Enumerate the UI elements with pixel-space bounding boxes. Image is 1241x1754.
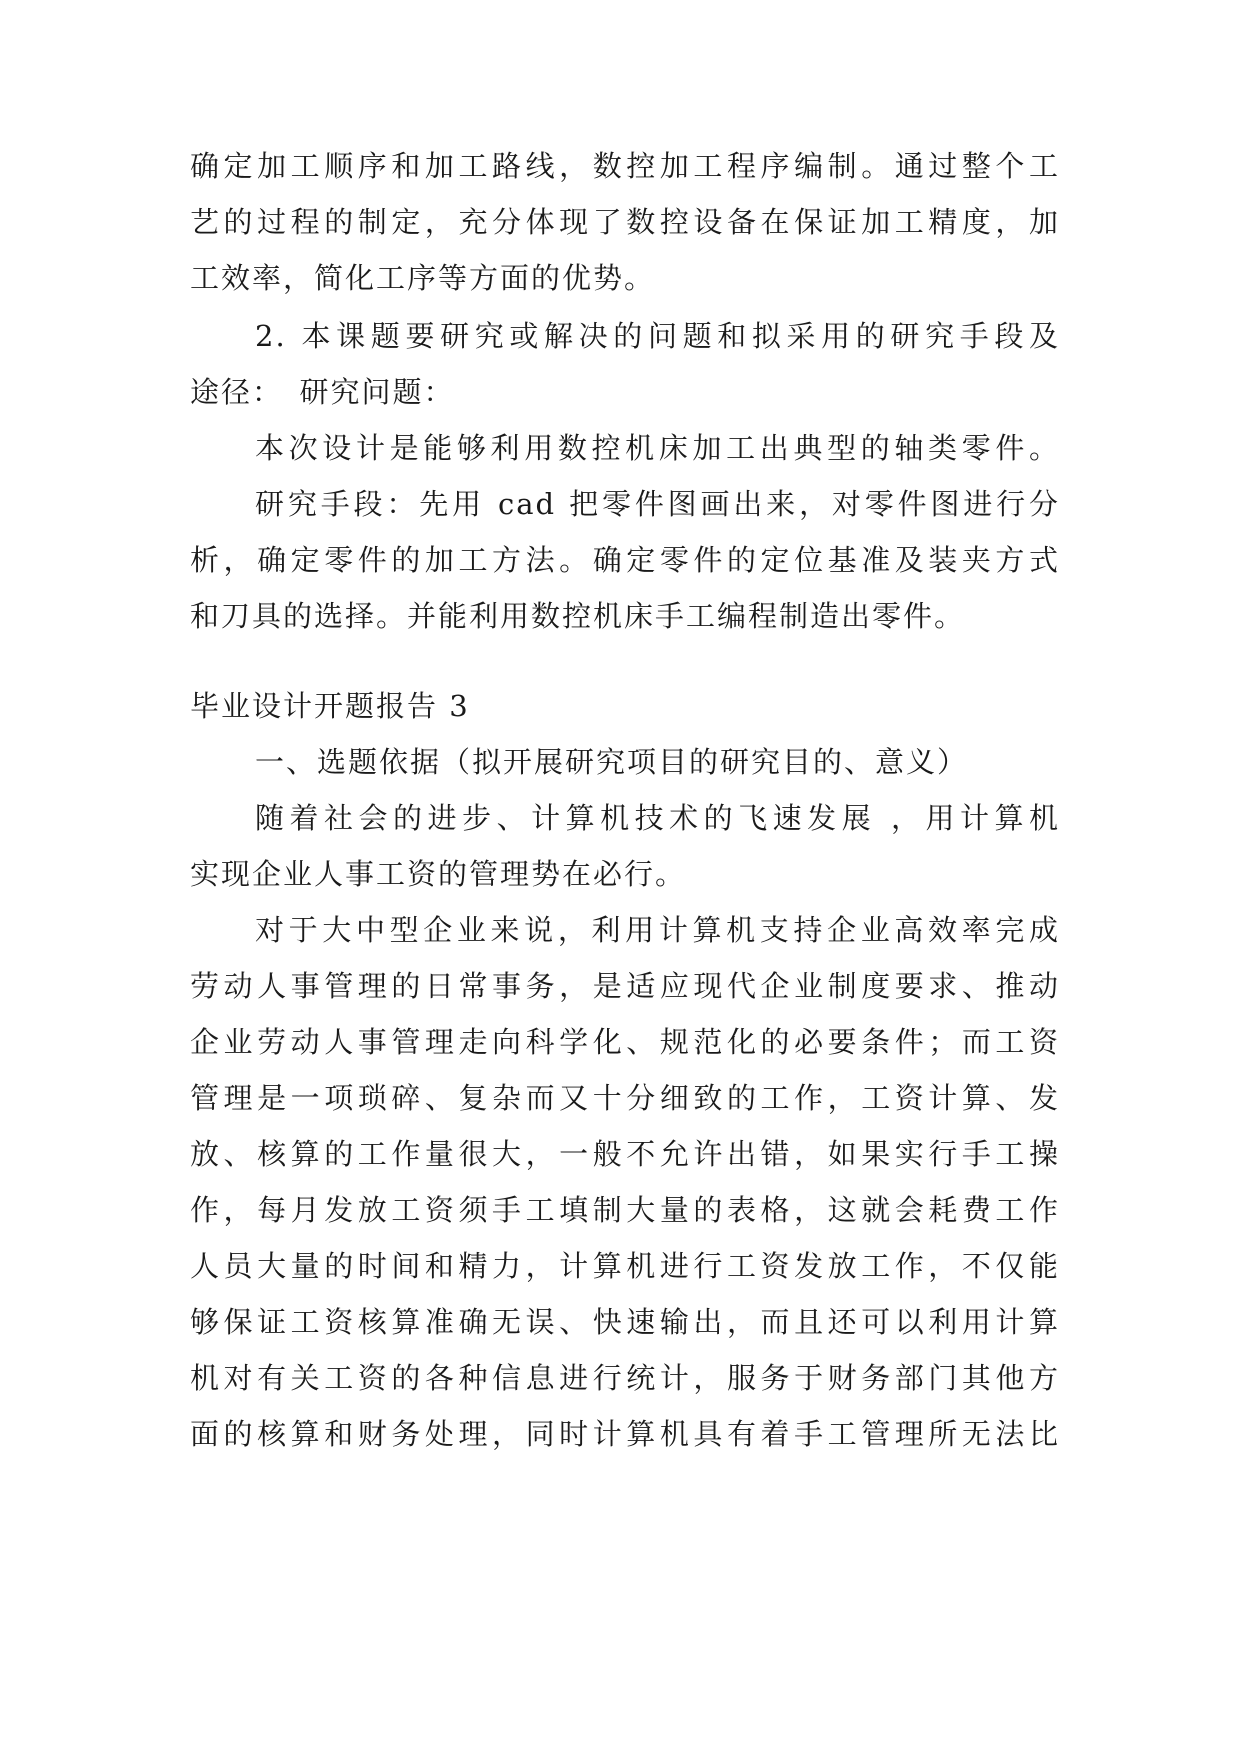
text-line: 管理是一项琐碎、复杂而又十分细致的工作，工资计算、发 xyxy=(190,1081,1060,1115)
text-line: 和刀具的选择。并能利用数控机床手工编程制造出零件。 xyxy=(190,599,966,633)
text-line: 面的核算和财务处理，同时计算机具有着手工管理所无法比 xyxy=(190,1417,1060,1451)
text-line: 企业劳动人事管理走向科学化、规范化的必要条件；而工资 xyxy=(190,1025,1060,1059)
report-title: 毕业设计开题报告 3 xyxy=(190,689,470,723)
text-line: 研究手段：先用 cad 把零件图画出来，对零件图进行分 xyxy=(255,487,1060,521)
text-line: 够保证工资核算准确无误、快速输出，而且还可以利用计算 xyxy=(190,1305,1060,1339)
text-line: 人员大量的时间和精力，计算机进行工资发放工作，不仅能 xyxy=(190,1249,1060,1283)
text-line: 确定加工顺序和加工路线，数控加工程序编制。通过整个工 xyxy=(190,149,1060,183)
text-line: 对于大中型企业来说，利用计算机支持企业高效率完成 xyxy=(255,913,1060,947)
text-line: 本次设计是能够利用数控机床加工出典型的轴类零件。 xyxy=(255,431,1060,465)
text-line: 机对有关工资的各种信息进行统计，服务于财务部门其他方 xyxy=(190,1361,1060,1395)
text-line: 实现企业人事工资的管理势在必行。 xyxy=(190,857,687,891)
text-line: 劳动人事管理的日常事务，是适应现代企业制度要求、推动 xyxy=(190,969,1060,1003)
text-line: 途径： 研究问题： xyxy=(190,375,455,409)
text-line: 析，确定零件的加工方法。确定零件的定位基准及装夹方式 xyxy=(190,543,1060,577)
section-heading: 一、选题依据（拟开展研究项目的研究目的、意义） xyxy=(255,745,969,779)
text-line: 艺的过程的制定，充分体现了数控设备在保证加工精度，加 xyxy=(190,205,1060,239)
text-line: 工效率，简化工序等方面的优势。 xyxy=(190,261,656,295)
text-line: 2. 本课题要研究或解决的问题和拟采用的研究手段及 xyxy=(255,319,1060,353)
text-line: 作，每月发放工资须手工填制大量的表格，这就会耗费工作 xyxy=(190,1193,1060,1227)
text-line: 放、核算的工作量很大，一般不允许出错，如果实行手工操 xyxy=(190,1137,1060,1171)
text-line: 随着社会的进步、计算机技术的飞速发展 ，用计算机 xyxy=(255,801,1060,835)
